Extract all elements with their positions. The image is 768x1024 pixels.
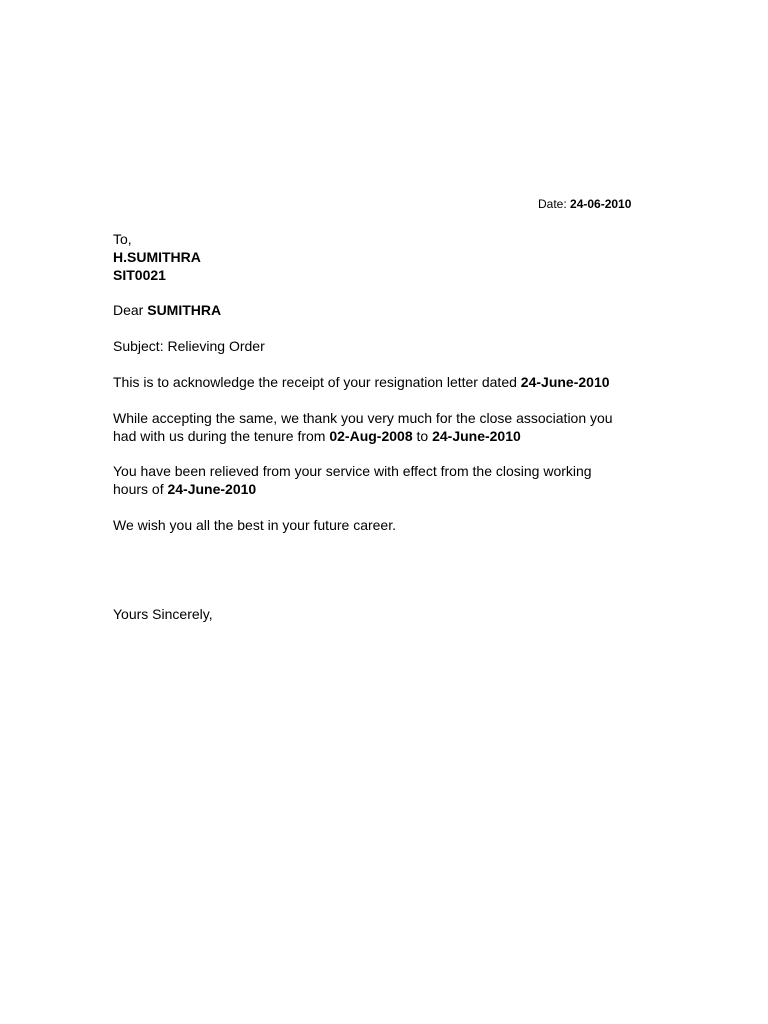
tenure-end: 24-June-2010 bbox=[432, 428, 521, 444]
tenure-mid: to bbox=[412, 428, 433, 444]
closing-line bbox=[113, 605, 653, 623]
acknowledgement-paragraph bbox=[113, 373, 653, 391]
wish-text: We wish you all the best in your future career. bbox=[113, 517, 396, 533]
closing-text: Yours Sincerely, bbox=[113, 606, 213, 622]
recipient-id: SIT0021 bbox=[113, 267, 166, 283]
salutation-name: SUMITHRA bbox=[147, 302, 222, 318]
tenure-start: 02-Aug-2008 bbox=[329, 428, 413, 444]
recipient-name: H.SUMITHRA bbox=[113, 249, 201, 265]
relieve-line-2-prefix: hours of bbox=[113, 481, 168, 497]
salutation: Dear bbox=[113, 302, 148, 318]
acceptance-paragraph bbox=[113, 409, 653, 445]
relieve-date: 24-June-2010 bbox=[167, 481, 257, 497]
subject-text: Subject: Relieving Order bbox=[113, 338, 265, 354]
to-label: To, bbox=[113, 231, 132, 247]
accept-line-2 bbox=[113, 427, 653, 445]
wish-paragraph bbox=[113, 516, 653, 534]
accept-line-1: While accepting the same, we thank you very much for the close association you bbox=[113, 410, 613, 426]
subject-line bbox=[113, 337, 653, 355]
salutation-line bbox=[113, 301, 653, 319]
recipient-block bbox=[113, 230, 653, 284]
relieve-line-1: You have been relieved from your service with effect from the closing working bbox=[113, 463, 592, 479]
date-label: Date: bbox=[538, 197, 571, 211]
accept-line-2-prefix: had with us during the tenure from bbox=[113, 428, 330, 444]
ack-date: 24-June-2010 bbox=[520, 374, 610, 390]
relieve-line-2 bbox=[113, 480, 653, 498]
ack-text: This is to acknowledge the receipt of your resignation letter dated bbox=[113, 374, 521, 390]
relieving-paragraph bbox=[113, 462, 653, 498]
date-line bbox=[538, 197, 631, 212]
date-value: 24-06-2010 bbox=[570, 197, 632, 211]
